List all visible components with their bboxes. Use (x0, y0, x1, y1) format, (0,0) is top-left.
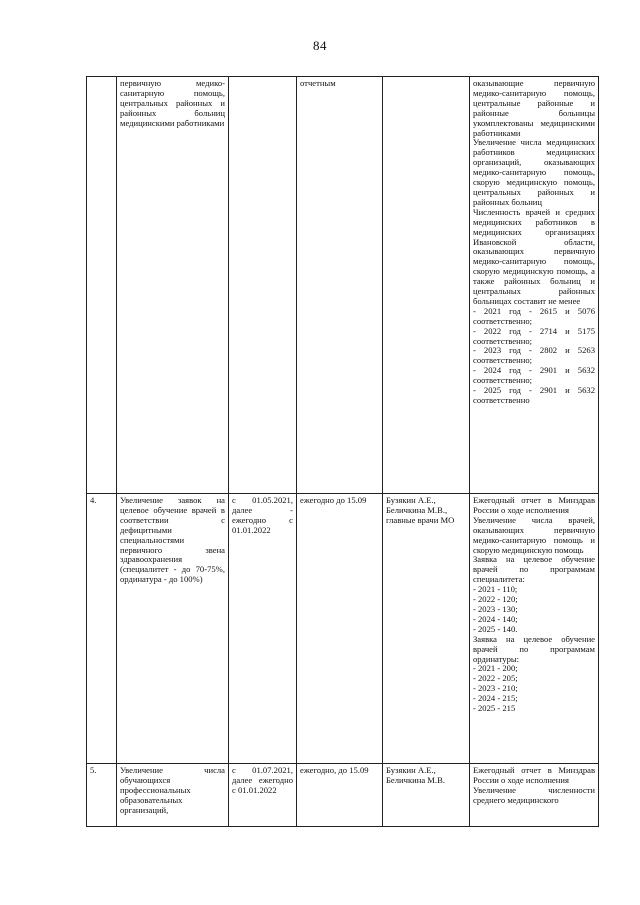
result-cell (470, 764, 599, 827)
page-number: 84 (313, 38, 327, 53)
responsible-cell (383, 77, 470, 494)
deadline-text: с 01.05.2021, далее - ежегодно с 01.01.2022 (232, 495, 293, 535)
result-line: - 2023 год - 2802 и 5263 соответственно; (473, 345, 595, 366)
measure-text: первичную медико-санитарную помощь, центральных районных и районных больниц медицинскими работниками (120, 78, 225, 128)
result-line: Заявка на целевое обучение врачей по программам ординатуры: (473, 633, 595, 664)
deadline-cell (229, 764, 297, 827)
measure-cell (117, 494, 229, 764)
result-line: - 2023 - 210; (473, 683, 518, 694)
result-line: - 2024 - 215; (473, 693, 518, 704)
measure-cell (117, 764, 229, 827)
result-line: - 2025 - 215 (473, 703, 516, 714)
responsible-cell (383, 764, 470, 827)
result-line: Ежегодный отчет в Минздрав России о ходе исполнения (473, 765, 595, 785)
responsible-line: Беличкина М.В. (386, 774, 445, 785)
result-line: Увеличение численности среднего медицинского (473, 784, 595, 805)
result-line: - 2025 год - 2901 и 5632 соответственно (473, 385, 595, 405)
result-line: - 2023 - 130; (473, 603, 518, 614)
result-line: Увеличение числа медицинских работников медицинских организаций, оказывающих медико-санитарную помощь, скорую медицинскую помощь, центральных районных и районных больниц (473, 137, 595, 207)
measures-table (86, 76, 599, 827)
periodicity-cell: ежегодно, до 15.09 (297, 764, 383, 827)
result-line: - 2024 - 140; (473, 613, 518, 624)
periodicity-cell: ежегодно до 15.09 (297, 494, 383, 764)
responsible-line: Бузякин А.Е., (386, 765, 436, 775)
row-number-cell: 4. (87, 494, 117, 764)
responsible-line: Беличкина М.В., (386, 504, 448, 515)
responsible-line: главные врачи МО (386, 514, 455, 525)
result-cell (470, 77, 599, 494)
table-row (87, 494, 599, 764)
responsible-line: Бузякин А.Е., (386, 495, 436, 505)
result-line: - 2021 - 200; (473, 663, 518, 674)
result-line: оказывающие первичную медико-санитарную помощь, центральные районные и районные больницы укомплектованы медицинскими работниками (473, 78, 595, 138)
result-line: Заявка на целевое обучение врачей по программам специалитета: (473, 554, 595, 585)
result-line: - 2022 - 120; (473, 594, 518, 605)
result-line: Численность врачей и средних медицинских работников в медицинских организациях Ивановской области, оказывающих первичную медико-санитарную помощь, скорую медицинскую помощь, а также районных больниц и центральных районных больницах составит не менее (473, 206, 595, 306)
result-line: Увеличение числа врачей, оказывающих первичную медико-санитарную помощь и скорую медицинскую помощь (473, 514, 595, 555)
periodicity-cell: отчетным (297, 77, 383, 494)
table-row (87, 77, 599, 494)
deadline-cell (229, 494, 297, 764)
deadline-text: с 01.07.2021, далее ежегодно с 01.01.2022 (232, 765, 293, 795)
responsible-cell (383, 494, 470, 764)
result-line: - 2021 год - 2615 и 5076 соответственно; (473, 305, 595, 326)
measure-text: Увеличение числа обучающихся профессиональных образовательных организаций, (120, 765, 225, 815)
result-line: - 2022 - 205; (473, 673, 518, 684)
result-line: - 2021 - 110; (473, 584, 518, 595)
deadline-cell (229, 77, 297, 494)
row-number-cell (87, 77, 117, 494)
result-line: - 2025 - 140. (473, 623, 518, 634)
measure-text: Увеличение заявок на целевое обучение врачей в соответствии с дефицитными специальностями первичного звена здравоохранения (специалитет - до 70-75%, ординатура - до 100%) (120, 495, 225, 585)
result-line: - 2024 год - 2901 и 5632 соответственно; (473, 365, 595, 386)
measure-cell (117, 77, 229, 494)
result-cell (470, 494, 599, 764)
result-line: - 2022 год - 2714 и 5175 соответственно; (473, 325, 595, 346)
table-row (87, 764, 599, 827)
result-line: Ежегодный отчет в Минздрав России о ходе исполнения (473, 495, 595, 515)
row-number-cell: 5. (87, 764, 117, 827)
